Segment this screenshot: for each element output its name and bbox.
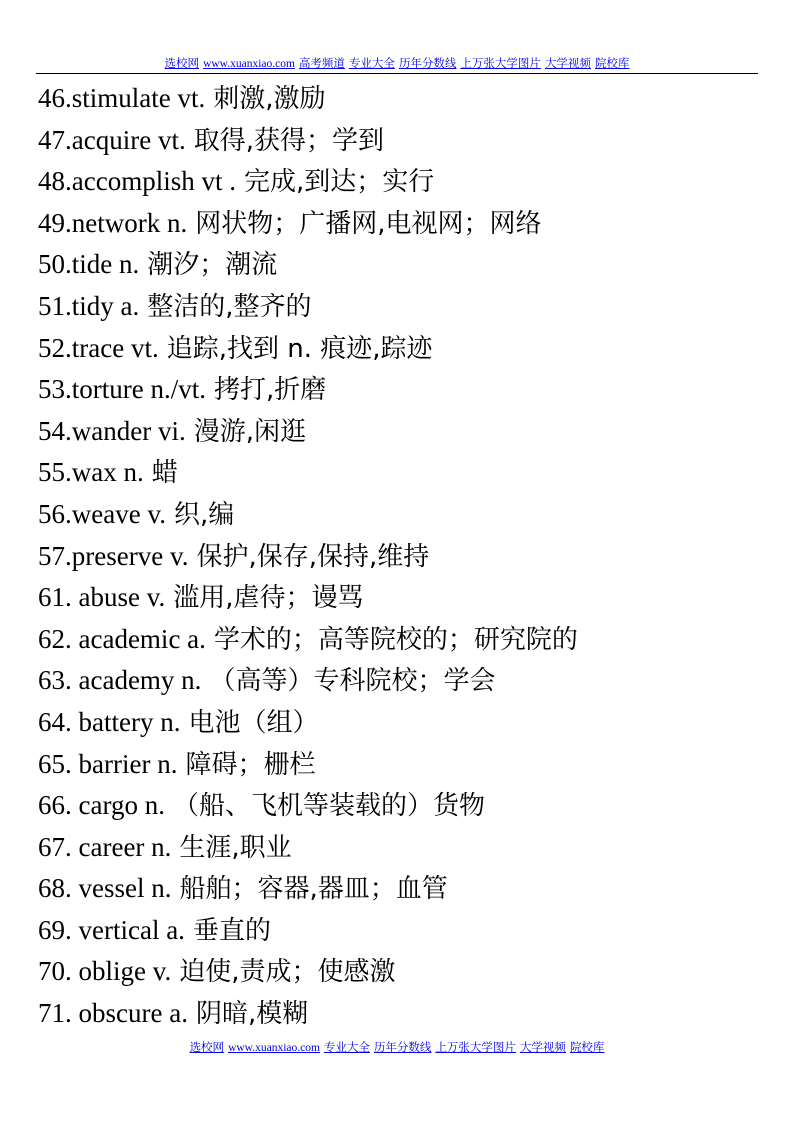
- entry-definition: 保护,保存,保持,维持: [196, 541, 430, 572]
- vocabulary-entry: [38, 452, 758, 494]
- entry-word: 61. abuse v.: [38, 582, 166, 613]
- entry-word: 62. academic a.: [38, 623, 206, 654]
- entry-definition: 完成,到达；实行: [243, 167, 435, 198]
- entry-definition: （船、飞机等装载的）货物: [172, 791, 485, 822]
- header-link[interactable]: 院校库: [594, 58, 630, 70]
- header-link[interactable]: 上万张大学图片: [460, 58, 541, 70]
- entry-definition: 拷打,折磨: [213, 375, 327, 406]
- vocabulary-entry: [38, 702, 758, 744]
- entry-word: 57.preserve v.: [38, 540, 189, 571]
- entry-word: 66. cargo n.: [38, 790, 165, 821]
- entry-word: 49.network n.: [38, 207, 188, 238]
- vocabulary-entry: [38, 951, 758, 993]
- entry-word: 55.wax n.: [38, 457, 144, 488]
- vocabulary-entry: [38, 369, 758, 411]
- footer-link[interactable]: 专业大全: [323, 1042, 370, 1054]
- vocabulary-list: [38, 78, 758, 1035]
- entry-definition: 漫游,闲逛: [193, 416, 306, 447]
- entry-definition: 迫使,责成；使感激: [179, 957, 396, 988]
- page-header: [0, 56, 794, 72]
- entry-definition: 刺激,激励: [213, 84, 326, 114]
- entry-word: 71. obscure a.: [38, 998, 188, 1029]
- page-footer: [0, 1040, 794, 1056]
- footer-link[interactable]: www.xuanxiao.com: [228, 1042, 320, 1054]
- vocabulary-entry: [38, 868, 758, 910]
- header-link[interactable]: 专业大全: [348, 58, 395, 70]
- vocabulary-entry: [38, 494, 758, 536]
- vocabulary-entry: [38, 660, 758, 702]
- vocabulary-entry: [38, 744, 758, 786]
- header-divider: [36, 73, 758, 74]
- entry-word: 53.torture n./vt.: [38, 374, 206, 405]
- entry-word: 70. oblige v.: [38, 956, 172, 987]
- vocabulary-entry: [38, 536, 758, 578]
- entry-definition: （高等）专科院校；学会: [209, 666, 496, 697]
- entry-word: 46.stimulate vt.: [38, 83, 206, 113]
- vocabulary-entry: [38, 203, 758, 245]
- entry-definition: 蜡: [151, 458, 178, 489]
- header-link[interactable]: 历年分数线: [398, 58, 457, 70]
- footer-link[interactable]: 院校库: [569, 1042, 605, 1054]
- entry-word: 50.tide n.: [38, 249, 140, 280]
- entry-word: 48.accomplish vt .: [38, 166, 236, 197]
- entry-word: 69. vertical a.: [38, 914, 185, 945]
- entry-definition: 追踪,找到 n. 痕迹,踪迹: [166, 333, 433, 364]
- entry-definition: 织,编: [173, 499, 235, 530]
- entry-word: 67. career n.: [38, 831, 172, 862]
- entry-word: 52.trace vt.: [38, 332, 159, 363]
- entry-word: 51.tidy a.: [38, 290, 140, 321]
- entry-definition: 网状物；广播网,电视网；网络: [195, 208, 542, 239]
- entry-word: 47.acquire vt.: [38, 124, 186, 155]
- vocabulary-entry: [38, 161, 758, 203]
- vocabulary-entry: [38, 78, 758, 120]
- entry-definition: 滥用,虐待；谩骂: [173, 583, 364, 614]
- vocabulary-entry: [38, 993, 758, 1035]
- vocabulary-entry: [38, 910, 758, 952]
- footer-link[interactable]: 上万张大学图片: [435, 1042, 516, 1054]
- header-link[interactable]: 选校网: [164, 58, 200, 70]
- vocabulary-entry: [38, 619, 758, 661]
- entry-definition: 船舶；容器,器皿；血管: [179, 874, 448, 905]
- footer-link[interactable]: 选校网: [189, 1042, 225, 1054]
- entry-definition: 垂直的: [192, 915, 271, 946]
- header-link[interactable]: 大学视频: [544, 58, 591, 70]
- entry-word: 56.weave v.: [38, 498, 166, 529]
- entry-word: 68. vessel n.: [38, 873, 172, 904]
- vocabulary-entry: [38, 577, 758, 619]
- entry-word: 54.wander vi.: [38, 415, 186, 446]
- vocabulary-entry: [38, 827, 758, 869]
- entry-definition: 取得,获得；学到: [193, 125, 384, 156]
- entry-definition: 障碍；栅栏: [185, 749, 316, 780]
- vocabulary-entry: [38, 244, 758, 286]
- entry-word: 64. battery n.: [38, 706, 181, 737]
- entry-word: 63. academy n.: [38, 665, 202, 696]
- entry-definition: 学术的；高等院校的；研究院的: [213, 624, 578, 655]
- header-link[interactable]: www.xuanxiao.com: [203, 58, 295, 70]
- header-link[interactable]: 高考频道: [298, 58, 345, 70]
- vocabulary-entry: [38, 411, 758, 453]
- vocabulary-entry: [38, 785, 758, 827]
- entry-definition: 潮汐；潮流: [147, 250, 278, 281]
- vocabulary-entry: [38, 120, 758, 162]
- entry-definition: 生涯,职业: [179, 832, 292, 863]
- entry-definition: 电池（组）: [188, 707, 319, 738]
- footer-link[interactable]: 大学视频: [519, 1042, 566, 1054]
- entry-definition: 整洁的,整齐的: [147, 291, 312, 322]
- footer-link[interactable]: 历年分数线: [373, 1042, 432, 1054]
- vocabulary-entry: [38, 328, 758, 370]
- entry-word: 65. barrier n.: [38, 748, 178, 779]
- vocabulary-entry: [38, 286, 758, 328]
- entry-definition: 阴暗,模糊: [195, 999, 309, 1030]
